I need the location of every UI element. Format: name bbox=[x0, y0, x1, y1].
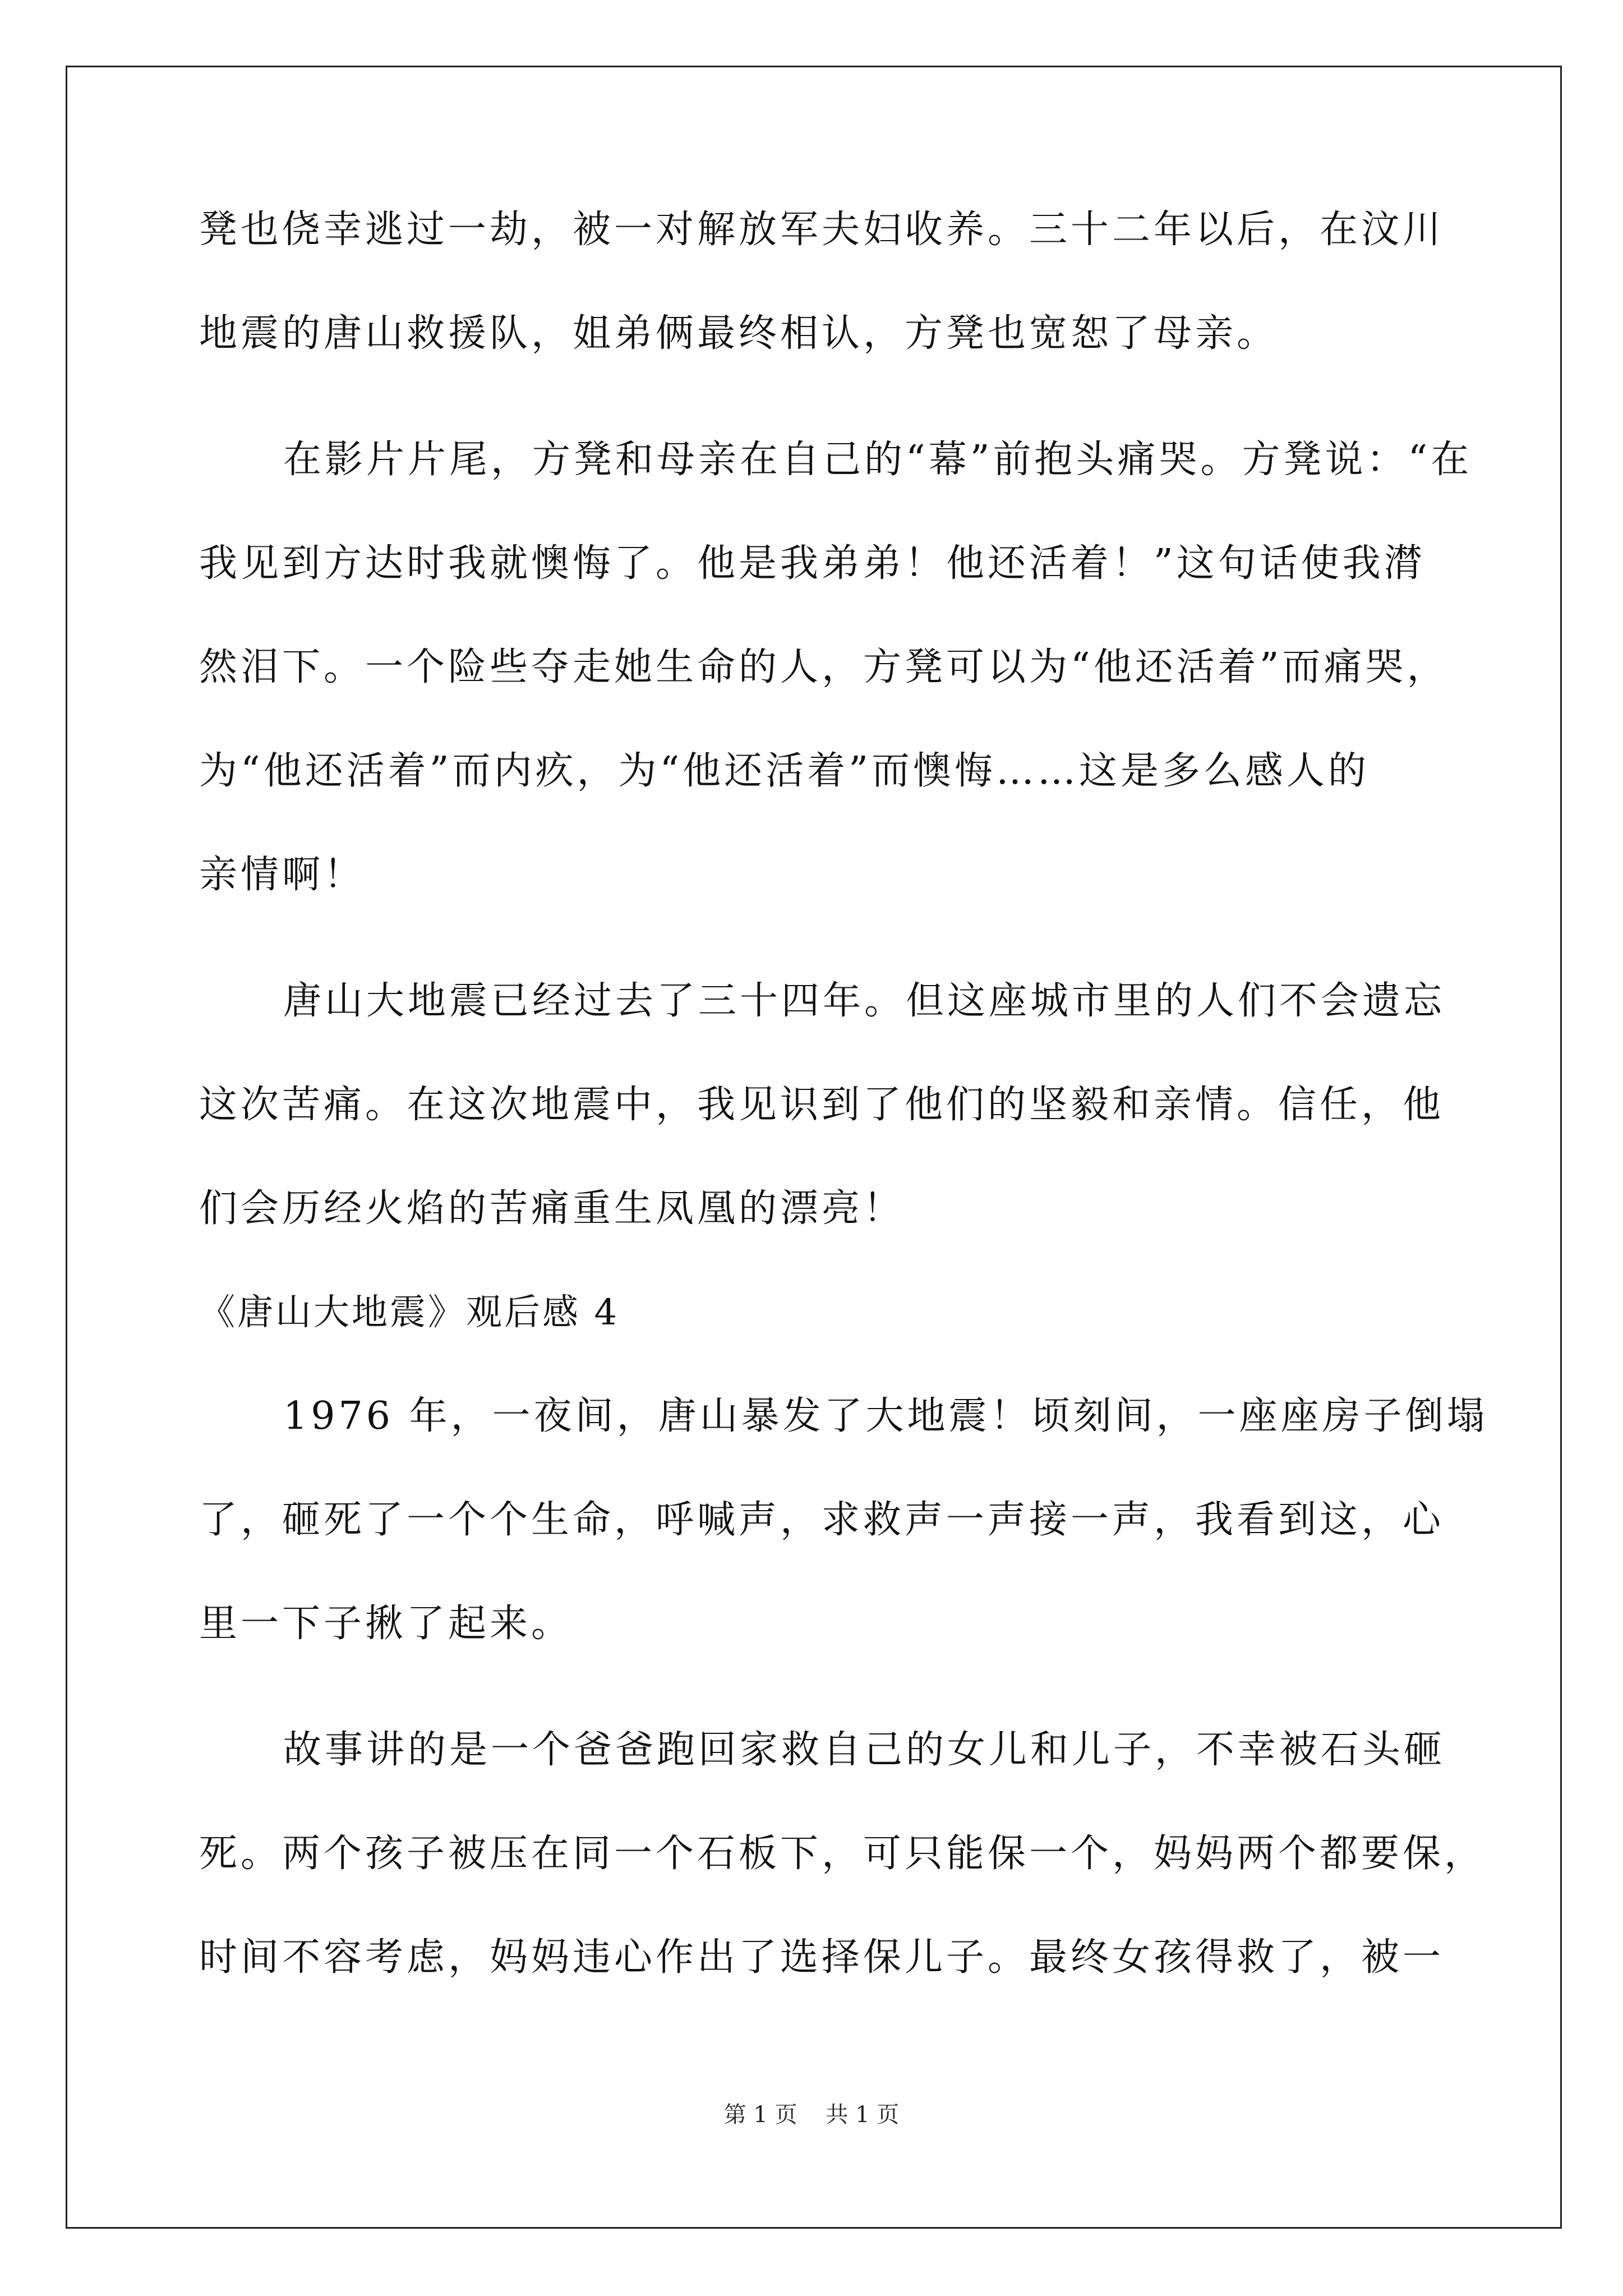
paragraph-start-line: 在影片片尾，方凳和母亲在自己的“幕”前抱头痛哭。方凳说：“在 bbox=[283, 438, 1473, 482]
paragraph-start-line: 唐山大地震已经过去了三十四年。但这座城市里的人们不会遗忘 bbox=[283, 979, 1446, 1023]
text-line: 地震的唐山救援队，姐弟俩最终相认，方凳也宽恕了母亲。 bbox=[199, 311, 1279, 356]
text-line: 了，砸死了一个个生命，呼喊声，求救声一声接一声，我看到这，心 bbox=[199, 1498, 1445, 1542]
section-heading: 《唐山大地震》观后感 4 bbox=[199, 1292, 620, 1333]
text-line: 们会历经火焰的苦痛重生凤凰的漂亮！ bbox=[199, 1186, 905, 1231]
text-line: 为“他还活着”而内疚，为“他还活着”而懊悔……这是多么感人的 bbox=[199, 749, 1370, 793]
text-line: 然泪下。一个险些夺走她生命的人，方凳可以为“他还活着”而痛哭， bbox=[199, 645, 1449, 689]
text-line: 时间不容考虑，妈妈违心作出了选择保儿子。最终女孩得救了，被一 bbox=[199, 1935, 1445, 1980]
page-footer: 第 1 页 共 1 页 bbox=[723, 2102, 900, 2128]
text-line: 这次苦痛。在这次地震中，我见识到了他们的坚毅和亲情。信任，他 bbox=[199, 1083, 1445, 1127]
paragraph-start-line: 故事讲的是一个爸爸跑回家救自己的女儿和儿子，不幸被石头砸 bbox=[283, 1728, 1446, 1772]
text-line: 死。两个孩子被压在同一个石板下，可只能保一个，妈妈两个都要保， bbox=[199, 1832, 1486, 1876]
text-line: 亲情啊！ bbox=[199, 853, 366, 897]
paragraph-start-line: 1976 年，一夜间，唐山暴发了大地震！顷刻间，一座座房子倒塌 bbox=[283, 1394, 1488, 1438]
text-line: 里一下子揪了起来。 bbox=[199, 1602, 573, 1646]
text-line: 凳也侥幸逃过一劫，被一对解放军夫妇收养。三十二年以后，在汶川 bbox=[199, 208, 1445, 252]
text-line: 我见到方达时我就懊悔了。他是我弟弟！他还活着！”这句话使我潸 bbox=[199, 541, 1426, 586]
page-border bbox=[66, 66, 1562, 2229]
